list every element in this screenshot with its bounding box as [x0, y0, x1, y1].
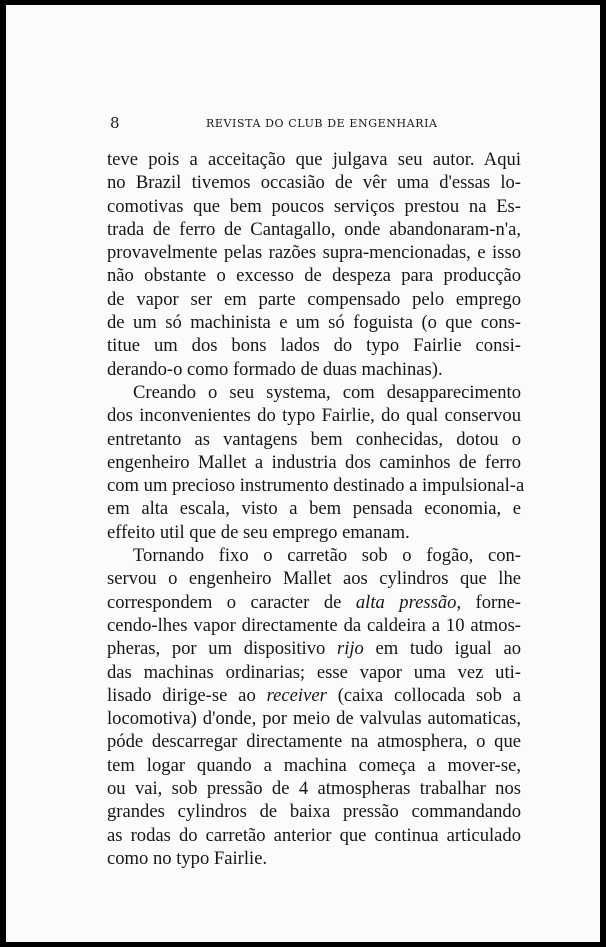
text-line: como no typo Fairlie. [107, 847, 268, 869]
text-line: locomotiva) d'onde, por meio de valvulas automaticas, [107, 708, 521, 730]
text-line: Creando o seu systema, com desapparecimento [133, 381, 521, 403]
text-line: no Brazil tivemos occasião de vêr uma d'essas lo- [107, 172, 521, 194]
paragraph-3 [107, 544, 521, 870]
text-line: em alta escala, visto a bem pensada economia, e [107, 498, 521, 520]
paragraph-1 [107, 148, 521, 381]
running-title: REVISTA DO CLUB DE ENGENHARIA [206, 117, 438, 130]
text-line: das machinas ordinarias; esse vapor uma vez uti- [107, 661, 521, 683]
text-line: não obstante o excesso de despeza para producção [107, 265, 521, 287]
text-line: provavelmente pelas razões supra-mencionadas, e isso [107, 242, 521, 264]
text-line: póde descarregar directamente na atmosphera, o que [107, 731, 521, 753]
text-segment: em tudo igual ao [363, 638, 521, 660]
text-line-with-italic [107, 591, 521, 614]
text-line: cendo-lhes vapor directamente da caldeira a 10 atmos- [107, 614, 521, 636]
text-line: comotivas que bem poucos serviços prestou na Es- [107, 195, 521, 217]
text-segment: (caixa collocada sob a [326, 684, 521, 706]
text-line: Tornando fixo o carretão sob o fogão, con- [133, 545, 521, 567]
text-segment: correspondem o caracter de [107, 591, 356, 613]
text-line: trada de ferro de Cantagallo, onde abandonaram-n'a, [107, 218, 521, 240]
page-number: 8 [110, 114, 120, 132]
text-line: titue um dos bons lados do typo Fairlie consi- [107, 335, 521, 357]
text-line: com um precioso instrumento destinado a impulsional-a [107, 475, 525, 497]
body-text [107, 148, 525, 870]
italic-term-alta-pressao: alta pressão [355, 591, 457, 613]
text-line: derando-o como formado de duas machinas). [107, 358, 443, 380]
text-line: de vapor ser em parte compensado pelo emprego [107, 288, 521, 310]
italic-term-receiver: receiver [266, 684, 327, 706]
text-line: effeito util que de seu emprego emanam. [107, 521, 410, 543]
text-segment: pheras, por um dispositivo [107, 638, 337, 660]
text-line: dos inconvenientes do typo Fairlie, do qual conservou [107, 405, 521, 427]
text-segment: lisado dirige-se ao [107, 684, 267, 706]
text-line-with-italic [107, 684, 521, 707]
text-line: tem logar quando a machina começa a mover-se, [107, 754, 521, 776]
text-segment: , forne- [456, 591, 521, 613]
text-line-with-italic [107, 637, 521, 660]
text-line: ou vai, sob pressão de 4 atmospheras trabalhar nos [107, 778, 521, 800]
text-line: entretanto as vantagens bem conhecidas, dotou o [107, 428, 521, 450]
document-page [6, 5, 600, 942]
italic-term-rijo: rijo [336, 638, 364, 660]
text-line: as rodas do carretão anterior que continua articulado [107, 824, 521, 846]
text-line: teve pois a acceitação que julgava seu autor. Aqui [107, 149, 521, 170]
text-line: engenheiro Mallet a industria dos caminhos de ferro [107, 451, 521, 473]
text-line: grandes cylindros de baixa pressão commandando [107, 801, 521, 823]
text-line: de um só machinista e um só foguista (o que cons- [107, 312, 521, 334]
text-line: servou o engenheiro Mallet aos cylindros que lhe [107, 568, 521, 590]
paragraph-2 [107, 381, 525, 544]
